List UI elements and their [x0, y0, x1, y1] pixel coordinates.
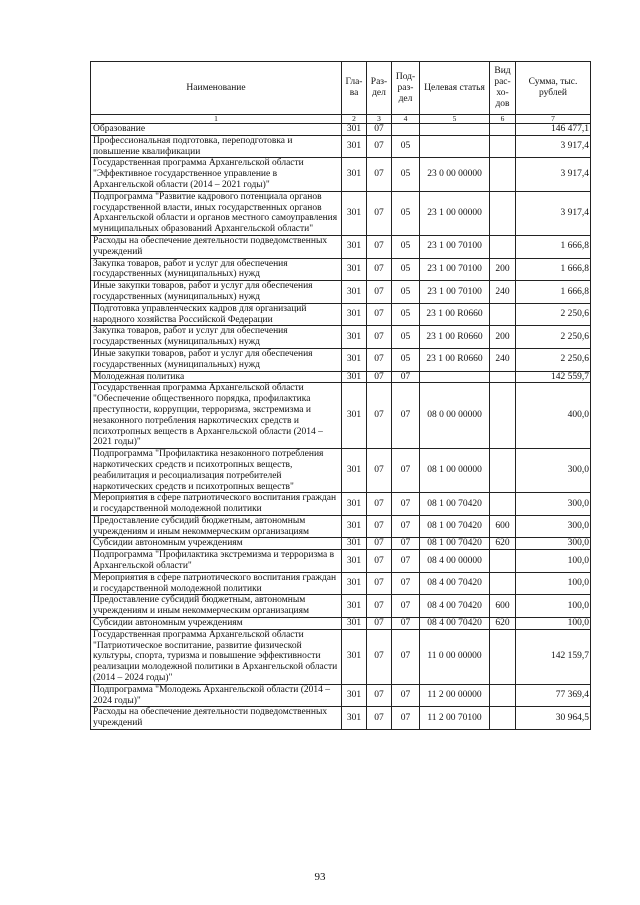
cell-razdel: 07: [367, 383, 392, 449]
cell-podrazdel: 07: [392, 684, 420, 707]
cell-statya: 23 1 00 70100: [420, 258, 490, 281]
cell-statya: 08 4 00 00000: [420, 550, 490, 573]
cell-razdel: 07: [367, 493, 392, 516]
cell-summa: 400,0: [516, 383, 591, 449]
table-row: [91, 493, 591, 516]
cell-razdel: 07: [367, 235, 392, 258]
cell-name: Предоставление субсидий бюджетным, автономным учреждениям и иным некоммерческим организациям: [91, 515, 342, 538]
cell-name: Профессиональная подготовка, переподготовка и повышение квалификации: [91, 135, 342, 158]
cell-glava: 301: [342, 371, 367, 383]
cell-statya: 23 1 00 R0660: [420, 326, 490, 349]
cell-glava: 301: [342, 281, 367, 304]
column-number: 2: [342, 115, 367, 124]
cell-summa: 1 666,8: [516, 281, 591, 304]
header-glava: Гла-ва: [342, 62, 367, 115]
cell-glava: 301: [342, 550, 367, 573]
cell-vid: [490, 684, 516, 707]
cell-vid: 240: [490, 348, 516, 371]
cell-name: Расходы на обеспечение деятельности подведомственных учреждений: [91, 707, 342, 730]
cell-podrazdel: 07: [392, 707, 420, 730]
table-row: [91, 383, 591, 449]
cell-razdel: 07: [367, 550, 392, 573]
cell-summa: 146 477,1: [516, 124, 591, 136]
cell-vid: 600: [490, 515, 516, 538]
cell-vid: [490, 572, 516, 595]
table-row: [91, 538, 591, 550]
cell-name: Закупка товаров, работ и услуг для обеспечения государственных (муниципальных) нужд: [91, 258, 342, 281]
cell-razdel: 07: [367, 629, 392, 684]
cell-glava: 301: [342, 235, 367, 258]
cell-name: Образование: [91, 124, 342, 136]
cell-podrazdel: 05: [392, 281, 420, 304]
cell-summa: 30 964,5: [516, 707, 591, 730]
cell-summa: 77 369,4: [516, 684, 591, 707]
cell-statya: [420, 135, 490, 158]
cell-statya: 23 1 00 R0660: [420, 348, 490, 371]
header-razdel: Раз-дел: [367, 62, 392, 115]
cell-vid: [490, 493, 516, 516]
cell-razdel: 07: [367, 191, 392, 235]
cell-summa: 1 666,8: [516, 258, 591, 281]
column-number: 3: [367, 115, 392, 124]
cell-summa: 2 250,6: [516, 348, 591, 371]
table-row: [91, 158, 591, 191]
cell-statya: 08 1 00 70420: [420, 493, 490, 516]
cell-vid: 200: [490, 326, 516, 349]
cell-vid: 620: [490, 538, 516, 550]
cell-podrazdel: 05: [392, 235, 420, 258]
cell-summa: 300,0: [516, 538, 591, 550]
table-row: [91, 281, 591, 304]
cell-statya: 23 0 00 00000: [420, 158, 490, 191]
cell-podrazdel: 05: [392, 348, 420, 371]
cell-statya: 11 0 00 00000: [420, 629, 490, 684]
cell-glava: 301: [342, 326, 367, 349]
cell-podrazdel: 05: [392, 258, 420, 281]
cell-podrazdel: 05: [392, 135, 420, 158]
cell-glava: 301: [342, 707, 367, 730]
cell-razdel: 07: [367, 348, 392, 371]
cell-podrazdel: 07: [392, 629, 420, 684]
table-row: [91, 550, 591, 573]
cell-name: Предоставление субсидий бюджетным, автономным учреждениям и иным некоммерческим организациям: [91, 595, 342, 618]
header-vid: Вид рас-хо-дов: [490, 62, 516, 115]
cell-podrazdel: 05: [392, 326, 420, 349]
cell-glava: 301: [342, 684, 367, 707]
cell-podrazdel: [392, 124, 420, 136]
cell-podrazdel: 07: [392, 595, 420, 618]
cell-podrazdel: 07: [392, 572, 420, 595]
budget-table: [90, 61, 591, 730]
cell-glava: 301: [342, 595, 367, 618]
cell-glava: 301: [342, 515, 367, 538]
cell-vid: [490, 235, 516, 258]
cell-summa: 2 250,6: [516, 326, 591, 349]
cell-razdel: 07: [367, 158, 392, 191]
cell-summa: 1 666,8: [516, 235, 591, 258]
table-row: [91, 235, 591, 258]
cell-summa: 100,0: [516, 595, 591, 618]
cell-name: Подпрограмма "Молодежь Архангельской области (2014 – 2024 годы)": [91, 684, 342, 707]
cell-razdel: 07: [367, 572, 392, 595]
cell-summa: 300,0: [516, 449, 591, 493]
cell-summa: 2 250,6: [516, 303, 591, 326]
cell-vid: 240: [490, 281, 516, 304]
column-number: 5: [420, 115, 490, 124]
cell-glava: 301: [342, 572, 367, 595]
cell-razdel: 07: [367, 618, 392, 630]
table-row: [91, 572, 591, 595]
cell-name: Подпрограмма "Профилактика незаконного потребления наркотических средств и психотропных веществ, реабилитация и ресоциализация потребителей наркотических средств и психотропных веществ": [91, 449, 342, 493]
cell-summa: 100,0: [516, 550, 591, 573]
cell-statya: 08 1 00 70420: [420, 538, 490, 550]
table-row: [91, 191, 591, 235]
page-number: 93: [314, 871, 326, 883]
cell-podrazdel: 07: [392, 371, 420, 383]
cell-podrazdel: 07: [392, 550, 420, 573]
cell-name: Подпрограмма "Развитие кадрового потенциала органов государственной власти, иных государственных органов Архангельской области и органов местного самоуправления муниципальных образований Архангельской области": [91, 191, 342, 235]
table-row: [91, 348, 591, 371]
cell-podrazdel: 07: [392, 383, 420, 449]
cell-summa: 300,0: [516, 493, 591, 516]
cell-summa: 300,0: [516, 515, 591, 538]
table-row: [91, 618, 591, 630]
cell-glava: 301: [342, 629, 367, 684]
cell-statya: 23 1 00 00000: [420, 191, 490, 235]
cell-podrazdel: 05: [392, 303, 420, 326]
cell-statya: 08 4 00 70420: [420, 595, 490, 618]
cell-razdel: 07: [367, 449, 392, 493]
cell-statya: 08 4 00 70420: [420, 572, 490, 595]
cell-vid: 620: [490, 618, 516, 630]
header-statya: Целевая статья: [420, 62, 490, 115]
cell-statya: [420, 371, 490, 383]
table-row: [91, 515, 591, 538]
cell-statya: 11 2 00 00000: [420, 684, 490, 707]
cell-statya: 11 2 00 70100: [420, 707, 490, 730]
cell-name: Мероприятия в сфере патриотического воспитания граждан и государственной молодежной политики: [91, 493, 342, 516]
cell-statya: 08 1 00 70420: [420, 515, 490, 538]
cell-podrazdel: 05: [392, 158, 420, 191]
cell-vid: 200: [490, 258, 516, 281]
cell-name: Подпрограмма "Профилактика экстремизма и терроризма в Архангельской области": [91, 550, 342, 573]
cell-summa: 3 917,4: [516, 135, 591, 158]
cell-vid: [490, 707, 516, 730]
cell-name: Государственная программа Архангельской области "Патриотическое воспитание, развитие физической культуры, спорта, туризма и повышение эффективности реализации молодежной политики в Архангельской области (2014 – 2024 годы)": [91, 629, 342, 684]
cell-statya: 08 4 00 70420: [420, 618, 490, 630]
cell-razdel: 07: [367, 124, 392, 136]
cell-glava: 301: [342, 158, 367, 191]
cell-razdel: 07: [367, 515, 392, 538]
cell-vid: [490, 158, 516, 191]
cell-name: Иные закупки товаров, работ и услуг для обеспечения государственных (муниципальных) нужд: [91, 281, 342, 304]
cell-glava: 301: [342, 449, 367, 493]
table-row: [91, 629, 591, 684]
column-number: 4: [392, 115, 420, 124]
cell-summa: 100,0: [516, 572, 591, 595]
cell-vid: [490, 135, 516, 158]
cell-statya: 08 0 00 00000: [420, 383, 490, 449]
table-header-row: [91, 62, 591, 115]
cell-razdel: 07: [367, 707, 392, 730]
cell-podrazdel: 07: [392, 538, 420, 550]
cell-razdel: 07: [367, 281, 392, 304]
cell-vid: [490, 629, 516, 684]
cell-podrazdel: 05: [392, 191, 420, 235]
cell-summa: 142 159,7: [516, 629, 591, 684]
cell-summa: 142 559,7: [516, 371, 591, 383]
table-row: [91, 371, 591, 383]
cell-name: Государственная программа Архангельской области "Обеспечение общественного порядка, профилактика преступности, коррупции, терроризма, экстремизма и незаконного потребления наркотических средств и психотропных веществ в Архангельской области (2014 – 2021 годы)": [91, 383, 342, 449]
cell-razdel: 07: [367, 258, 392, 281]
cell-statya: 23 1 00 70100: [420, 235, 490, 258]
cell-vid: [490, 449, 516, 493]
cell-name: Иные закупки товаров, работ и услуг для обеспечения государственных (муниципальных) нужд: [91, 348, 342, 371]
cell-name: Государственная программа Архангельской области "Эффективное государственное управление в Архангельской области (2014 – 2021 годы)": [91, 158, 342, 191]
cell-vid: [490, 371, 516, 383]
cell-vid: [490, 191, 516, 235]
cell-name: Подготовка управленческих кадров для организаций народного хозяйства Российской Федерации: [91, 303, 342, 326]
cell-podrazdel: 07: [392, 515, 420, 538]
cell-name: Расходы на обеспечение деятельности подведомственных учреждений: [91, 235, 342, 258]
cell-statya: 23 1 00 R0660: [420, 303, 490, 326]
table-body: [91, 124, 591, 730]
cell-podrazdel: 07: [392, 449, 420, 493]
cell-razdel: 07: [367, 538, 392, 550]
cell-glava: 301: [342, 303, 367, 326]
cell-glava: 301: [342, 258, 367, 281]
column-number: 7: [516, 115, 591, 124]
cell-vid: 600: [490, 595, 516, 618]
cell-glava: 301: [342, 124, 367, 136]
table-row: [91, 326, 591, 349]
cell-glava: 301: [342, 538, 367, 550]
cell-summa: 3 917,4: [516, 158, 591, 191]
column-number-row: [91, 115, 591, 124]
cell-summa: 3 917,4: [516, 191, 591, 235]
cell-razdel: 07: [367, 135, 392, 158]
cell-glava: 301: [342, 493, 367, 516]
cell-name: Молодежная политика: [91, 371, 342, 383]
cell-name: Мероприятия в сфере патриотического воспитания граждан и государственной молодежной политики: [91, 572, 342, 595]
cell-name: Закупка товаров, работ и услуг для обеспечения государственных (муниципальных) нужд: [91, 326, 342, 349]
table-row: [91, 303, 591, 326]
cell-glava: 301: [342, 383, 367, 449]
cell-statya: 23 1 00 70100: [420, 281, 490, 304]
cell-razdel: 07: [367, 595, 392, 618]
cell-name: Субсидии автономным учреждениям: [91, 538, 342, 550]
cell-glava: 301: [342, 135, 367, 158]
cell-podrazdel: 07: [392, 618, 420, 630]
table-row: [91, 707, 591, 730]
cell-razdel: 07: [367, 371, 392, 383]
table-row: [91, 595, 591, 618]
header-name: Наименование: [91, 62, 342, 115]
column-number: 6: [490, 115, 516, 124]
cell-vid: [490, 303, 516, 326]
header-podrazdel: Под-раз-дел: [392, 62, 420, 115]
cell-summa: 100,0: [516, 618, 591, 630]
cell-podrazdel: 07: [392, 493, 420, 516]
cell-vid: [490, 550, 516, 573]
cell-glava: 301: [342, 191, 367, 235]
table-row: [91, 449, 591, 493]
cell-vid: [490, 383, 516, 449]
cell-glava: 301: [342, 348, 367, 371]
table-row: [91, 135, 591, 158]
table-row: [91, 684, 591, 707]
cell-razdel: 07: [367, 326, 392, 349]
cell-razdel: 07: [367, 684, 392, 707]
table-row: [91, 124, 591, 136]
cell-statya: [420, 124, 490, 136]
cell-name: Субсидии автономным учреждениям: [91, 618, 342, 630]
table-row: [91, 258, 591, 281]
cell-glava: 301: [342, 618, 367, 630]
cell-razdel: 07: [367, 303, 392, 326]
header-summa: Сумма, тыс. рублей: [516, 62, 591, 115]
column-number: 1: [91, 115, 342, 124]
cell-vid: [490, 124, 516, 136]
cell-statya: 08 1 00 00000: [420, 449, 490, 493]
